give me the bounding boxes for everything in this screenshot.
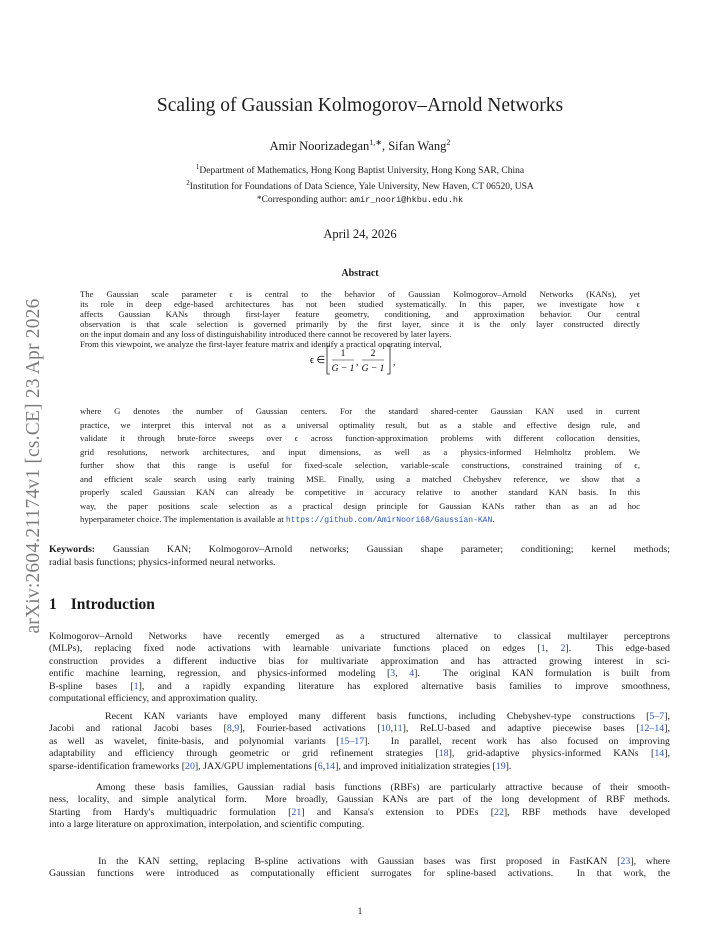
page-number: 1 [357, 907, 363, 917]
paragraph-line [49, 631, 670, 643]
paragraph-text: sparse-identification frameworks [ [49, 760, 186, 772]
citation-link[interactable]: 14 [325, 760, 336, 772]
formula-svg [296, 343, 426, 377]
author-superscript: 1,∗ [369, 138, 382, 147]
paper-title: Scaling of Gaussian Kolmogorov–Arnold Networks [156, 95, 564, 116]
paragraph-line [49, 856, 670, 868]
citation-link[interactable]: 23 [620, 856, 631, 867]
citation-link[interactable]: 12–14 [639, 723, 665, 735]
paragraph-line [49, 736, 670, 748]
citation-link[interactable]: 8 [226, 723, 232, 735]
citation-link[interactable]: 11 [393, 723, 403, 735]
paragraph-text: ], [664, 748, 670, 760]
paragraph-text: Recent KAN variants have employed many different basis functions, including Chebyshev-type constructions [ [49, 711, 650, 722]
citation-link[interactable]: 18 [438, 748, 449, 760]
keywords-line-2: radial basis functions; physics-informed neural networks. [49, 557, 276, 568]
abstract-line: observation is that scale selection is governed primarily by the first layer, since it is the only layer constructed directly [80, 319, 640, 329]
abstract-line: on the input domain and any loss of distinguishability introduced there cannot be recovered by later layers. [80, 329, 452, 339]
paragraph-line [49, 643, 670, 655]
abstract-line: validate it through brute-force sweeps over ϵ across function-approximation problems with different collocation densities, [80, 433, 640, 443]
paragraph-text: ]. In parallel, recent work has also focused on improving [364, 735, 670, 747]
author-name: Sifan Wang [388, 139, 447, 154]
citation-link[interactable]: 10 [380, 723, 391, 735]
paragraph-text: ]. The original KAN formulation is built from [414, 668, 670, 680]
paragraph-text: B-spline bases [ [49, 680, 134, 692]
paragraph-text: ], JAX/GPU implementations [ [194, 760, 318, 772]
left-bracket [327, 346, 330, 374]
paragraph-text: ], Fourier-based activations [ [239, 723, 381, 735]
keywords-line-1 [49, 544, 670, 556]
citation-link[interactable]: 15–17 [339, 735, 365, 747]
paragraph-line [49, 794, 670, 806]
section-heading [49, 596, 155, 614]
paragraph-text: , [390, 723, 394, 735]
paragraph-line [49, 782, 670, 794]
citation-link[interactable]: 1 [540, 643, 546, 655]
right-bracket [387, 346, 390, 374]
fraction-1-numerator: 1 [340, 349, 346, 359]
paragraph-text: ]. [505, 760, 512, 772]
abstract-line: way, the paper positions scale selection as a practical design principle for Gaussian KANs rather than as an ad hoc [80, 500, 640, 511]
citation-link[interactable]: 22 [494, 806, 504, 818]
paragraph-line [49, 807, 670, 819]
citation-link[interactable]: 4 [409, 668, 415, 680]
paragraph-text: construction provides a different inductive bias for multivariate approximation and has attracted growing interest in sci- [49, 655, 670, 667]
abstract-line: where G denotes the number of Gaussian centers. For the standard shared-center Gaussian KAN used in current [80, 406, 640, 416]
fraction-1-denominator: G − 1 [331, 364, 355, 374]
abstract-line: From this viewpoint, we analyze the first-layer feature matrix and identify a practical operating interval, [80, 339, 442, 349]
citation-link[interactable]: 19 [495, 760, 506, 772]
keywords-label: Keywords: [49, 544, 96, 555]
paragraph-text: ], ReLU-based and adaptive piecewise bases [ [402, 723, 640, 735]
paragraph-text: ], [664, 711, 670, 722]
paragraph-text: computational efficiency, and approximation quality. [49, 693, 258, 704]
citation-link[interactable]: 6 [317, 760, 323, 772]
abstract-heading: Abstract [341, 268, 379, 279]
abstract-line: its role in deep edge-based architectures has not been studied systematically. In this paper, we investigate how ϵ [80, 299, 640, 309]
abstract-formula [296, 343, 426, 377]
paragraph-text: Jacobi and rational Jacobi bases [ [49, 723, 227, 735]
corresponding-author [0, 195, 720, 205]
paragraph-line [49, 868, 670, 880]
section-title: Introduction [70, 596, 155, 613]
paragraph-line [49, 711, 670, 723]
citation-link[interactable]: 14 [654, 748, 665, 760]
citation-link[interactable]: 1 [133, 680, 139, 692]
paper-date: April 24, 2026 [323, 227, 397, 241]
abstract-line: further show that this range is useful for fixed-scale selection, variable-scale constructions, constrained training of ϵ, [80, 460, 640, 470]
paragraph-text: ], and improved initialization strategies [ [335, 760, 496, 772]
paragraph-text: (MLPs), replacing fixed node activations with learnable univariate functions placed on edges [ [49, 643, 541, 655]
formula-comma: , [356, 358, 359, 368]
arxiv-sidebar [22, 259, 46, 674]
citation-link[interactable]: 9 [234, 723, 240, 735]
affiliation-text: Institution for Foundations of Data Science, Yale University, New Haven, CT 06520, USA [189, 182, 534, 193]
paragraph-line [49, 668, 670, 680]
paragraph-text: ], grid-adaptive physics-informed KANs [ [448, 748, 655, 760]
citation-link[interactable]: 3 [390, 668, 396, 680]
paragraph-text: entific machine learning, regression, and physics-informed modeling [ [49, 668, 391, 680]
paragraph-line [49, 656, 670, 668]
paragraph-text: In the KAN setting, replacing B-spline activations with Gaussian bases was first proposed in FastKAN [ [49, 856, 621, 867]
paragraph-text: Starting from Hardy's multiquadric formulation [ [49, 806, 292, 818]
paragraph-text: Kolmogorov–Arnold Networks have recently emerged as a structured alternative to classical multilayer perceptrons [49, 631, 670, 642]
paragraph-text: into a large literature on approximation, interpolation, and scientific computing. [49, 819, 365, 831]
paragraph-text: ], where [630, 856, 670, 867]
formula-lhs: ϵ ∈ [310, 355, 326, 366]
affiliation-text: Department of Mathematics, Hong Kong Baptist University, Hong Kong SAR, China [199, 166, 525, 177]
github-link[interactable]: https://github.com/AmirNoori68/Gaussian-KAN [285, 516, 493, 525]
paragraph-text: , [231, 723, 235, 735]
paragraph-text: ness, locality, and simple analytical form. More broadly, Gaussian KANs are part of the long development of RBF methods. [49, 794, 670, 806]
keywords-text: Gaussian KAN; Kolmogorov–Arnold networks; Gaussian shape parameter; conditioning; kernel methods; [95, 544, 670, 555]
abstract-text: . [492, 514, 495, 524]
paragraph-text: Gaussian functions were introduced as computationally efficient surrogates for spline-based activations. In that work, the [49, 868, 670, 880]
paragraph-text: as well as wavelet, finite-basis, and polynomial variants [ [49, 735, 340, 747]
paragraph-line [49, 693, 670, 705]
author-name: Amir Noorizadegan [269, 139, 370, 154]
citation-link[interactable]: 20 [185, 760, 195, 772]
arxiv-identifier[interactable]: arXiv:2604.21174v1 [cs.CE] 23 Apr 2026 [23, 298, 44, 634]
abstract-line: properly scaled Gaussian KAN can already be competitive in accuracy relative to another standard KAN basis. In this [80, 487, 640, 497]
paragraph-text: ], RBF methods have developed [503, 806, 671, 818]
paragraph-text: ], [664, 723, 670, 735]
affiliation-superscript: 1 [195, 163, 200, 171]
paragraph-line [49, 761, 670, 773]
paragraph-line [49, 723, 670, 735]
abstract-line: The Gaussian scale parameter ϵ is central to the behavior of Gaussian Kolmogorov–Arnold Networks (KANs), yet [80, 289, 640, 299]
abstract-last-line [80, 514, 640, 526]
fraction-2-denominator: G − 1 [361, 364, 385, 374]
paragraph-line [49, 748, 670, 760]
formula-trailing-comma: , [393, 358, 396, 368]
author-list [0, 138, 720, 154]
abstract-line: practice, we interpret this interval not as a universal optimality result, but as a stable and effective design rule, and [80, 419, 640, 430]
section-number: 1 [49, 596, 57, 613]
affiliation-superscript: 2 [186, 179, 190, 187]
paragraph-text: Among these basis families, Gaussian radial basis functions (RBFs) are particularly attractive because of their smooth- [49, 782, 670, 793]
paragraph-text: , [322, 760, 326, 772]
abstract-text: hyperparameter choice. The implementation is available at [80, 514, 286, 524]
author-superscript: 2 [446, 138, 451, 147]
citation-link[interactable]: 2 [560, 643, 566, 655]
paragraph-text: adaptability and efficiency through geometric or grid refinement strategies [ [49, 748, 439, 760]
abstract-line: affects Gaussian KANs through first-layer feature geometry, conditioning, and approximation behavior. Our central [80, 309, 640, 319]
affiliation-2 [0, 179, 720, 192]
affiliation-1 [0, 163, 720, 176]
abstract-line: and efficient scale search using early training MSE. Finally, using a matched Chebyshev reference, we show that a [80, 473, 640, 484]
citation-link[interactable]: 21 [291, 806, 302, 818]
author-separator: , [381, 139, 389, 154]
paragraph-line [49, 681, 670, 693]
abstract-line: grid resolutions, network architectures, and input dimensions, as well as a physics-informed Helmholtz problem. We [80, 446, 640, 457]
paragraph-text: ], and a rapidly expanding literature has explored alternative basis families to improve smoothness, [138, 680, 670, 692]
citation-link[interactable]: 5–7 [649, 711, 665, 722]
paragraph-text: ] and Kansa's extension to PDEs [ [301, 806, 494, 818]
paragraph-text: , [395, 668, 410, 680]
corresponding-email[interactable]: amir_noori@hkbu.edu.hk [349, 195, 464, 205]
fraction-2-numerator: 2 [370, 349, 376, 359]
paragraph-text: , [545, 643, 561, 655]
corresponding-label: *Corresponding author: [256, 195, 350, 205]
paragraph-text: ]. This edge-based [565, 643, 670, 655]
paragraph-line [49, 819, 670, 831]
